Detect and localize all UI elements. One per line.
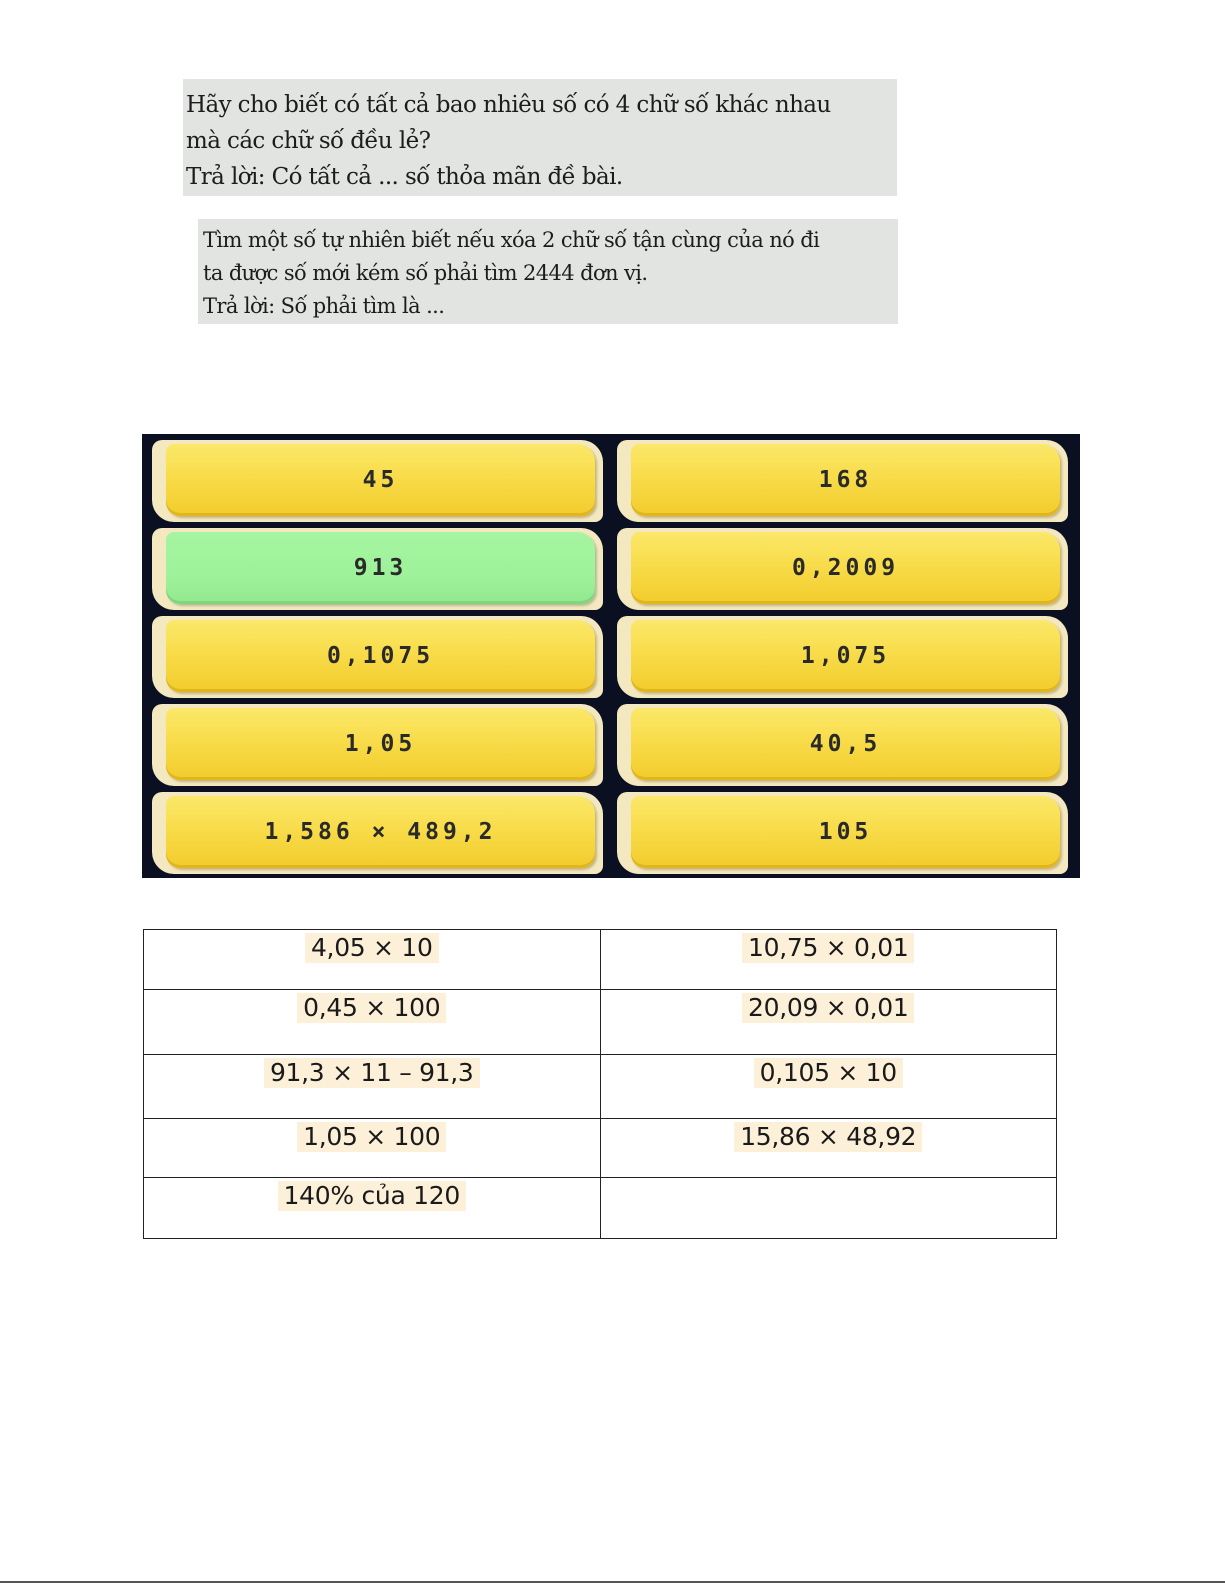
question-box-2: [198, 219, 898, 324]
answer-card-label: 1,586 × 489,2: [166, 796, 595, 868]
table-cell: [144, 1178, 601, 1239]
answer-card[interactable]: [617, 528, 1068, 610]
table-cell: [144, 990, 601, 1055]
answer-card[interactable]: [617, 792, 1068, 874]
answer-card-selected[interactable]: [152, 528, 603, 610]
answer-card-label: 0,2009: [631, 532, 1060, 604]
answer-card-label: 1,05: [166, 708, 595, 780]
answer-card[interactable]: [617, 616, 1068, 698]
expression-table: [143, 929, 1057, 1239]
answer-card-label: 1,075: [631, 620, 1060, 692]
question-1-answer-line: Trả lời: Có tất cả ... số thỏa mãn đề bài.: [186, 164, 623, 190]
expression: 15,86 × 48,92: [734, 1122, 922, 1152]
answer-card-label: 45: [166, 444, 595, 516]
answer-card-label: 0,1075: [166, 620, 595, 692]
question-1-line-1: Hãy cho biết có tất cả bao nhiêu số có 4 chữ số khác nhau: [186, 92, 831, 118]
answer-card-board: [142, 434, 1080, 878]
expression: 0,105 × 10: [754, 1058, 903, 1088]
table-cell: [600, 930, 1057, 990]
answer-card[interactable]: [152, 616, 603, 698]
question-box-1: [183, 79, 897, 196]
question-2-line-1: Tìm một số tự nhiên biết nếu xóa 2 chữ số tận cùng của nó đi: [203, 228, 820, 252]
table-row: [144, 990, 1057, 1055]
table-row: [144, 1055, 1057, 1119]
expression: 140% của 120: [278, 1181, 466, 1211]
table-cell: [144, 1055, 601, 1119]
table-row: [144, 1178, 1057, 1239]
expression: 4,05 × 10: [305, 933, 439, 963]
table-cell: [144, 930, 601, 990]
table-row: [144, 930, 1057, 990]
table-cell: [144, 1119, 601, 1178]
expression: 20,09 × 0,01: [742, 993, 914, 1023]
table-row: [144, 1119, 1057, 1178]
answer-card-label: 913: [166, 532, 595, 604]
expression: 10,75 × 0,01: [742, 933, 914, 963]
answer-card-label: 168: [631, 444, 1060, 516]
answer-card[interactable]: [617, 704, 1068, 786]
answer-card[interactable]: [152, 792, 603, 874]
answer-card-label: 105: [631, 796, 1060, 868]
table-cell-empty: [600, 1178, 1057, 1239]
question-1-line-2: mà các chữ số đều lẻ?: [186, 128, 431, 154]
table-cell: [600, 990, 1057, 1055]
table-cell: [600, 1119, 1057, 1178]
expression: 91,3 × 11 – 91,3: [264, 1058, 480, 1088]
question-2-line-2: ta được số mới kém số phải tìm 2444 đơn vị.: [203, 261, 648, 285]
expression: 1,05 × 100: [297, 1122, 446, 1152]
answer-card-label: 40,5: [631, 708, 1060, 780]
table-cell: [600, 1055, 1057, 1119]
answer-card[interactable]: [152, 440, 603, 522]
answer-card[interactable]: [152, 704, 603, 786]
page-bottom-rule: [0, 1581, 1225, 1583]
expression: 0,45 × 100: [297, 993, 446, 1023]
answer-card[interactable]: [617, 440, 1068, 522]
question-2-answer-line: Trả lời: Số phải tìm là ...: [203, 294, 445, 318]
